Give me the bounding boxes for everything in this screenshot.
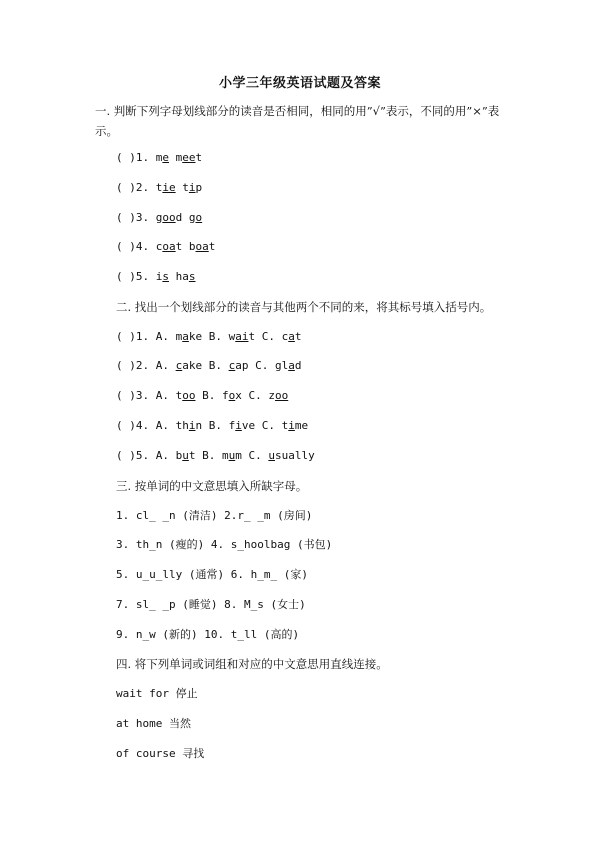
s1-item-3: ( )3. good go (116, 211, 203, 224)
s3-line-5: 9. n_w (新的) 10. t_ll (高的) (116, 628, 300, 641)
document-title: 小学三年级英语试题及答案 (218, 76, 381, 91)
s3-line-3: 5. u_u_lly (通常) 6. h_m_ (家) (116, 568, 308, 581)
s2-item-4: ( )4. A. thin B. five C. time (116, 419, 309, 432)
s1-item-5: ( )5. is has (116, 270, 196, 283)
s4-line-2: at home 当然 (116, 717, 191, 730)
s2-item-3: ( )3. A. too B. fox C. zoo (116, 389, 289, 402)
s3-line-2: 3. th_n (瘦的) 4. s_hoolbag (书包) (116, 538, 333, 551)
s1-item-4: ( )4. coat boat (116, 240, 216, 253)
s3-line-1: 1. cl_ _n (清洁) 2.r_ _m (房间) (116, 509, 313, 522)
s1-item-1: ( )1. me meet (116, 151, 203, 164)
s2-item-1: ( )1. A. make B. wait C. cat (116, 330, 302, 343)
section-4-heading: 四. 将下列单词或词组和对应的中文意思用直线连接。 (116, 657, 388, 671)
section-1-heading: 一. 判断下列字母划线部分的读音是否相同，相同的用”√”表示，不同的用”×”表示。 (95, 104, 500, 138)
s3-line-4: 7. sl_ _p (睡觉) 8. M_s (女士) (116, 598, 306, 611)
s2-item-5: ( )5. A. but B. mum C. usually (116, 449, 315, 462)
s4-line-1: wait for 停止 (116, 687, 198, 700)
section-3-heading: 三. 按单词的中文意思填入所缺字母。 (116, 479, 308, 493)
section-2-heading: 二. 找出一个划线部分的读音与其他两个不同的来，将其标号填入括号内。 (116, 300, 492, 314)
s4-line-3: of course 寻找 (116, 747, 205, 760)
s1-item-2: ( )2. tie tip (116, 181, 203, 194)
s2-item-2: ( )2. A. cake B. cap C. glad (116, 359, 302, 372)
